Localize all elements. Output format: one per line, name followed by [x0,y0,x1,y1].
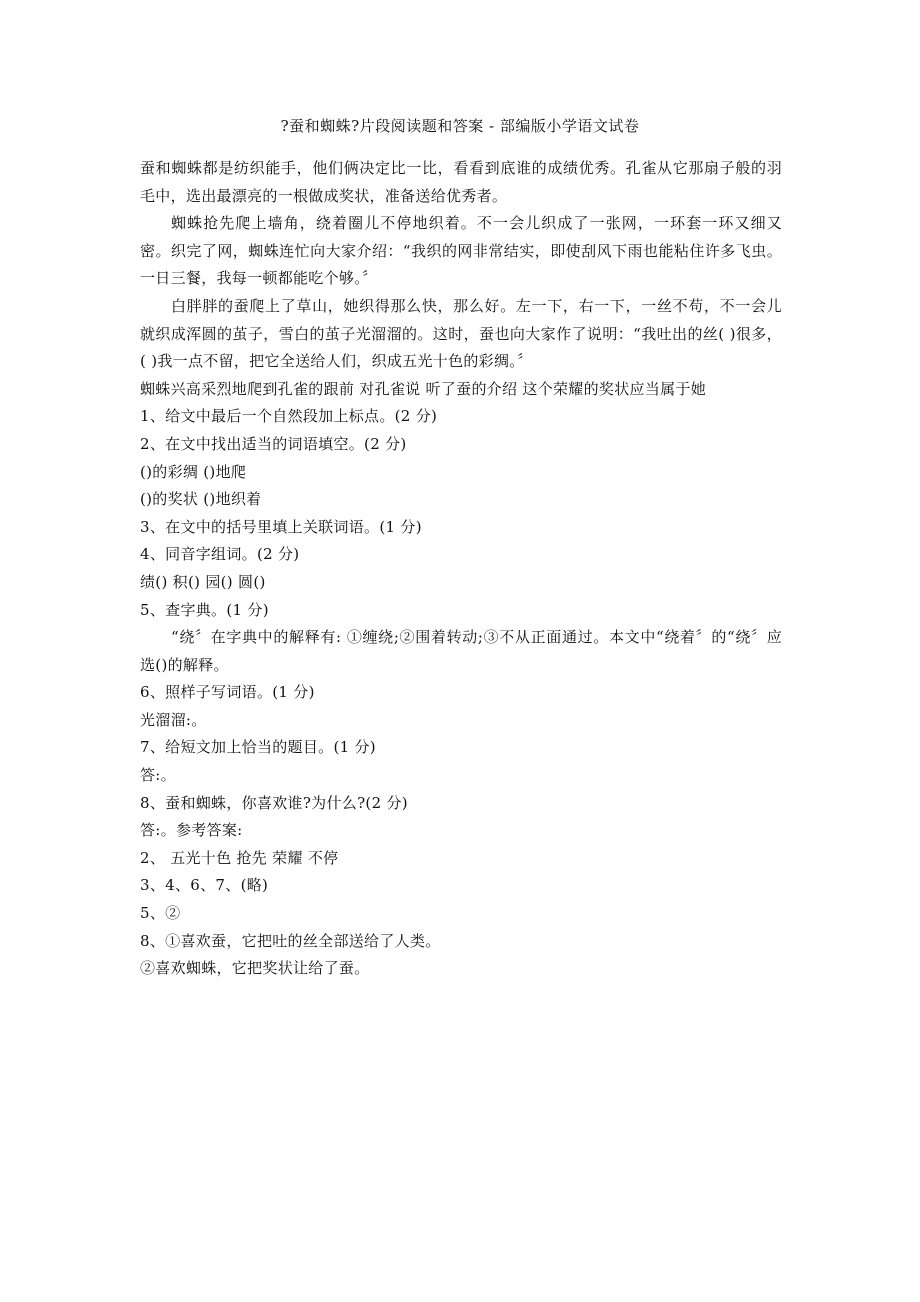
paragraph-4: 蜘蛛兴高采烈地爬到孔雀的跟前 对孔雀说 听了蚕的介绍 这个荣耀的奖状应当属于她 [140,379,707,398]
question-4-blanks: 绩() 积() 园() 圆() [140,572,266,591]
document-title: ?蚕和蜘蛛?片段阅读题和答案 - 部编版小学语文试卷 [280,117,640,135]
question-5-detail: “绕〞在字典中的解释有: ①缠绕;②围着转动;③不从正面通过。本文中“绕着〞的“绕〞应选()的解释。 [140,628,782,674]
question-1: 1、给文中最后一个自然段加上标点。(2 分) [140,407,438,426]
answer-8-b: ②喜欢蜘蛛，它把奖状让给了蚕。 [140,959,370,978]
question-7-answer: 答:。 [140,766,176,785]
question-8-answer: 答:。参考答案: [140,821,243,840]
question-2: 2、在文中找出适当的词语填空。(2 分) [140,434,407,453]
question-2-blank-a: ()的彩绸 ()地爬 [140,462,247,481]
question-5: 5、查字典。(1 分) [140,600,269,619]
answer-3-4-6-7: 3、4、6、7、(略) [140,876,269,895]
paragraph-2: 蜘蛛抢先爬上墙角，绕着圈儿不停地织着。不一会儿织成了一张网，一环套一环又细又密。织完了网，蜘蛛连忙向大家介绍：“我织的网非常结实，即使刮风下雨也能粘住许多飞虫。一日三餐，我每一顿都能吃个够。〞 [140,214,782,288]
paragraph-1: 蚕和蜘蛛都是纺织能手，他们俩决定比一比，看看到底谁的成绩优秀。孔雀从它那扇子般的羽毛中，选出最漂亮的一根做成奖状，准备送给优秀者。 [140,159,782,205]
paragraph-3: 白胖胖的蚕爬上了草山，她织得那么快，那么好。左一下，右一下，一丝不苟，不一会儿就织成浑圆的茧子，雪白的茧子光溜溜的。这时，蚕也向大家作了说明：“我吐出的丝( )很多，( )我一点不留，把它全送给人们，织成五光十色的彩绸。〞 [140,296,782,371]
question-7: 7、给短文加上恰当的题目。(1 分) [140,738,376,757]
answer-2: 2、 五光十色 抢先 荣耀 不停 [140,848,339,867]
question-8: 8、蚕和蜘蛛，你喜欢谁?为什么?(2 分) [140,793,408,812]
answer-8-a: 8、①喜欢蚕，它把吐的丝全部送给了人类。 [140,931,441,950]
answer-5: 5、② [140,904,181,923]
question-4: 4、同音字组词。(2 分) [140,545,300,564]
question-2-blank-b: ()的奖状 ()地织着 [140,490,262,509]
question-6: 6、照样子写词语。(1 分) [140,683,315,702]
question-6-example: 光溜溜:。 [140,710,207,729]
question-3: 3、在文中的括号里填上关联词语。(1 分) [140,517,422,536]
document-body [140,155,782,983]
